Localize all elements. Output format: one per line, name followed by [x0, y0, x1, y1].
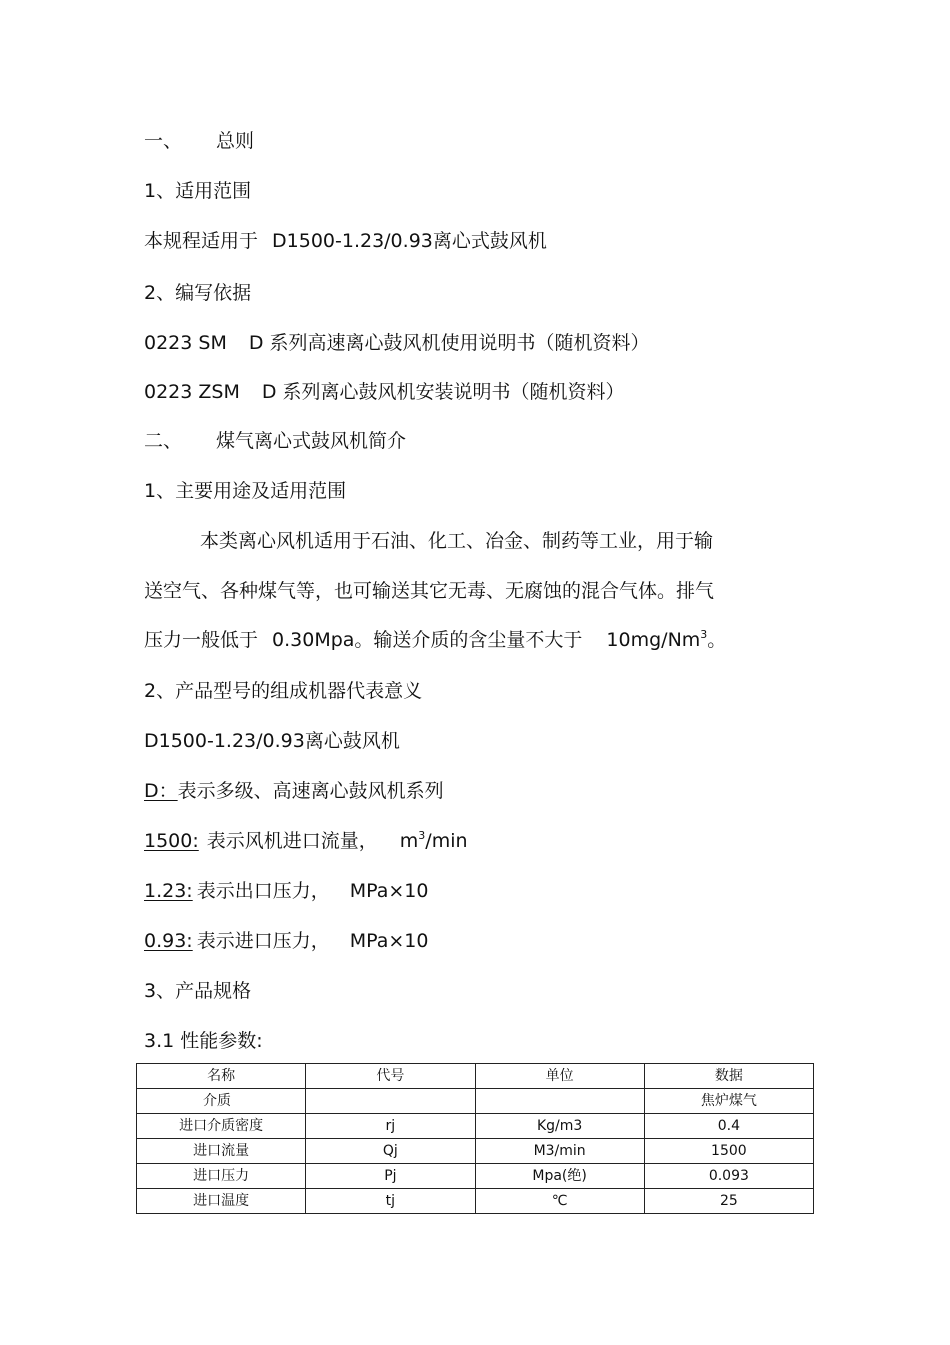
section-1-heading — [144, 128, 254, 154]
cell-unit: Mpa(绝) — [475, 1164, 644, 1189]
cell-name: 进口压力 — [137, 1164, 306, 1189]
reference-1-text: D 系列高速离心鼓风机使用说明书（随机资料） — [248, 332, 650, 354]
cell-symbol: Pj — [306, 1164, 475, 1189]
definition-d-text: 表示多级、高速离心鼓风机系列 — [177, 780, 444, 802]
section-1-number: 一、 — [144, 130, 183, 152]
definition-flow-key: 1500: — [144, 830, 199, 852]
cell-name: 介质 — [137, 1089, 306, 1114]
subsection-2-1-heading: 1、主要用途及适用范围 — [144, 480, 347, 502]
cell-value: 1500 — [644, 1139, 813, 1164]
cell-unit: M3/min — [475, 1139, 644, 1164]
dust-period: 。 — [707, 629, 727, 651]
definition-flow-unit2: /min — [425, 830, 468, 852]
cell-unit — [475, 1089, 644, 1114]
table-row — [137, 1114, 814, 1139]
cell-name: 进口介质密度 — [137, 1114, 306, 1139]
section-2-title: 煤气离心式鼓风机简介 — [216, 430, 407, 452]
pressure-value-text: 0.30Mpa。输送介质的含尘量不大于 — [272, 629, 583, 651]
cell-symbol: tj — [306, 1189, 475, 1214]
header-unit: 单位 — [475, 1064, 644, 1089]
scope-model: D1500-1.23/0.93 — [272, 230, 433, 252]
cell-name: 进口温度 — [137, 1189, 306, 1214]
reference-1-code: 0223 SM — [144, 332, 227, 354]
header-value: 数据 — [644, 1064, 813, 1089]
reference-1 — [144, 330, 650, 356]
model-description: 离心鼓风机 — [304, 730, 400, 752]
usage-paragraph-line-1: 本类离心风机适用于石油、化工、冶金、制药等工业，用于输 — [200, 530, 714, 552]
definition-outlet-key: 1.23: — [144, 880, 193, 902]
reference-2-text: D 系列离心鼓风机安装说明书（随机资料） — [261, 381, 625, 403]
usage-paragraph-line-2: 送空气、各种煤气等，也可输送其它无毒、无腐蚀的混合气体。排气 — [144, 580, 715, 602]
cell-symbol — [306, 1089, 475, 1114]
cell-symbol: Qj — [306, 1139, 475, 1164]
cell-value: 0.093 — [644, 1164, 813, 1189]
cell-value: 0.4 — [644, 1114, 813, 1139]
definition-outlet-text: 表示出口压力， — [196, 880, 330, 902]
definition-d — [144, 778, 444, 804]
definition-outlet — [144, 878, 428, 904]
definition-flow-sup: 3 — [418, 829, 426, 842]
cell-unit: ℃ — [475, 1189, 644, 1214]
cell-value: 25 — [644, 1189, 813, 1214]
subsection-2-2-heading: 2、产品型号的组成机器代表意义 — [144, 680, 423, 702]
section-1-title: 总则 — [216, 130, 255, 152]
table-row — [137, 1164, 814, 1189]
definition-outlet-unit: MPa×10 — [349, 880, 429, 902]
table-row — [137, 1089, 814, 1114]
subsection-1-2-heading: 2、编写依据 — [144, 282, 252, 304]
definition-flow — [144, 828, 468, 854]
model-code: D1500-1.23/0.93 — [144, 730, 305, 752]
definition-inlet-unit: MPa×10 — [349, 930, 429, 952]
scope-paragraph — [144, 228, 547, 254]
definition-d-key: D： — [144, 780, 178, 802]
header-name: 名称 — [137, 1064, 306, 1089]
table-row — [137, 1139, 814, 1164]
definition-inlet — [144, 928, 428, 954]
cell-value: 焦炉煤气 — [644, 1089, 813, 1114]
pressure-text: 压力一般低于 — [144, 629, 259, 651]
subsection-3-1-heading: 3.1 性能参数: — [144, 1030, 263, 1052]
table-header-row — [137, 1064, 814, 1089]
model-line — [144, 728, 400, 754]
dust-value: 10mg/Nm — [606, 629, 701, 651]
definition-inlet-text: 表示进口压力， — [196, 930, 330, 952]
usage-paragraph-line-3 — [144, 627, 726, 653]
reference-2-code: 0223 ZSM — [144, 381, 240, 403]
subsection-2-3-heading: 3、产品规格 — [144, 980, 252, 1002]
definition-flow-unit: m — [399, 830, 419, 852]
definition-inlet-key: 0.93: — [144, 930, 193, 952]
performance-table — [136, 1063, 814, 1214]
subsection-1-1-heading: 1、适用范围 — [144, 180, 252, 202]
section-2-number: 二、 — [144, 430, 183, 452]
definition-flow-text: 表示风机进口流量， — [206, 830, 378, 852]
dust-superscript: 3 — [700, 628, 708, 641]
scope-prefix: 本规程适用于 — [144, 230, 259, 252]
cell-symbol: rj — [306, 1114, 475, 1139]
cell-unit: Kg/m3 — [475, 1114, 644, 1139]
cell-name: 进口流量 — [137, 1139, 306, 1164]
header-symbol: 代号 — [306, 1064, 475, 1089]
section-2-heading — [144, 428, 406, 454]
scope-suffix: 离心式鼓风机 — [432, 230, 547, 252]
table-row — [137, 1189, 814, 1214]
reference-2 — [144, 379, 625, 405]
